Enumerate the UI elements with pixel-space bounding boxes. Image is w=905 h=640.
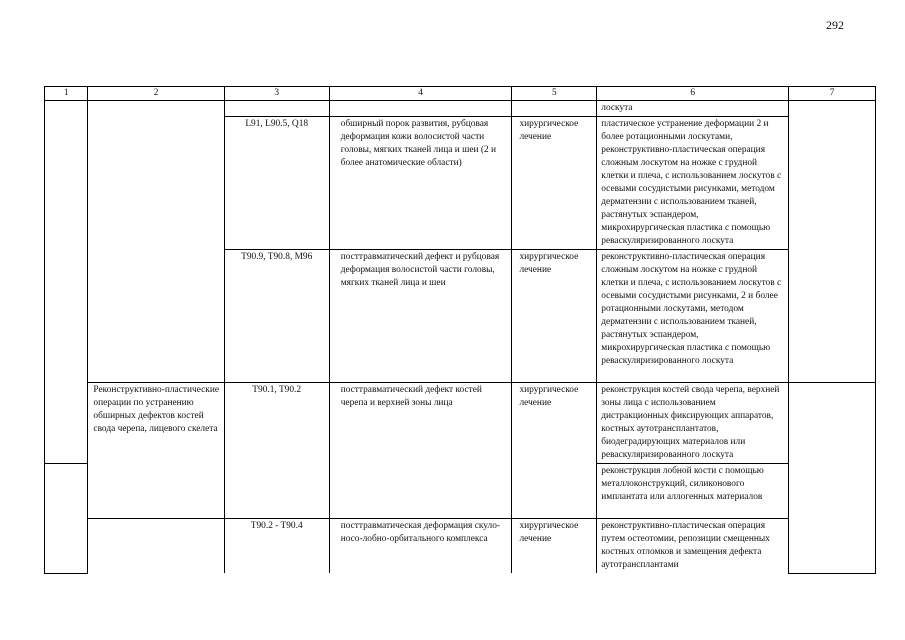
table-row xyxy=(45,101,876,117)
header-row xyxy=(45,87,876,101)
procedure-cell: реконструкция костей свода черепа, верхней зоны лица с использованием дистракционных фиксирующих аппаратов, костных аутотрансплантатов, биодеградирующих материалов или реваскуляризированного лоскута xyxy=(597,383,789,464)
table-row xyxy=(45,519,876,574)
section-title-cell: Реконструктивно-пластические операции по устранению обширных дефектов костей свода черепа, лицевого скелета xyxy=(88,383,224,519)
page-number: 292 xyxy=(826,18,844,32)
procedure-cell: реконструкция лобной кости с помощью металлоконструкций, силиконового имплантата или аллогенных материалов xyxy=(597,464,789,519)
treatment-type-cell: хирургическое лечение xyxy=(512,250,597,383)
empty-cell xyxy=(45,101,88,464)
header-cell: 2 xyxy=(88,87,224,101)
empty-cell xyxy=(88,101,224,383)
diagnosis-cell: посттравматическая деформация скуло-носо-лобно-орбитального комплекса xyxy=(329,519,512,574)
treatment-type-cell: хирургическое лечение xyxy=(512,117,597,250)
empty-cell xyxy=(45,464,88,574)
header-cell: 7 xyxy=(789,87,876,101)
procedure-cell: реконструктивно-пластическая операция путем остеотомии, репозиции смещенных костных отломков и замещения дефекта аутотрансплантами xyxy=(597,519,789,574)
header-cell: 6 xyxy=(597,87,789,101)
icd-code-cell: L91, L90.5, Q18 xyxy=(224,117,329,250)
icd-code-cell: T90.9, T90.8, M96 xyxy=(224,250,329,383)
header-cell: 5 xyxy=(512,87,597,101)
empty-cell xyxy=(329,101,512,117)
procedure-cell: пластическое устранение деформации 2 и более ротационными лоскутами, реконструктивно-пластическая операция сложным лоскутом на ножке с грудной клетки и плеча, с использованием лоскутов с осевыми сосудистыми рисунками, методом дерматензии с использованием тканей, растянутых эспандером, микрохирургическая пластика с помощью реваскуляризированного лоскута xyxy=(597,117,789,250)
empty-cell xyxy=(789,383,876,574)
diagnosis-cell: посттравматический дефект и рубцовая деформация волосистой части головы, мягких тканей лица и шеи xyxy=(329,250,512,383)
table-row xyxy=(45,383,876,464)
icd-code-cell: T90.1, T90.2 xyxy=(224,383,329,519)
treatment-type-cell: хирургическое лечение xyxy=(512,519,597,574)
procedure-cell: реконструктивно-пластическая операция сложным лоскутом на ножке с грудной клетки и плеча, с использованием лоскутов с осевыми сосудистыми рисунками, 2 и более ротационными лоскутами, методом дерматензии с использованием тканей, растянутых эспандером, микрохирургическая пластика с помощью реваскуляризированного лоскута xyxy=(597,250,789,383)
header-cell: 1 xyxy=(45,87,88,101)
empty-cell xyxy=(512,101,597,117)
diagnosis-cell: посттравматический дефект костей черепа и верхней зоны лица xyxy=(329,383,512,519)
header-cell: 3 xyxy=(224,87,329,101)
procedures-table xyxy=(44,86,876,574)
icd-code-cell: T90.2 - T90.4 xyxy=(224,519,329,574)
empty-cell xyxy=(88,519,224,574)
header-cell: 4 xyxy=(329,87,512,101)
procedure-cell: лоскута xyxy=(597,101,789,117)
treatment-type-cell: хирургическое лечение xyxy=(512,383,597,519)
empty-cell xyxy=(789,101,876,383)
diagnosis-cell: обширный порок развития, рубцовая деформация кожи волосистой части головы, мягких тканей лица и шеи (2 и более анатомические области) xyxy=(329,117,512,250)
empty-cell xyxy=(224,101,329,117)
